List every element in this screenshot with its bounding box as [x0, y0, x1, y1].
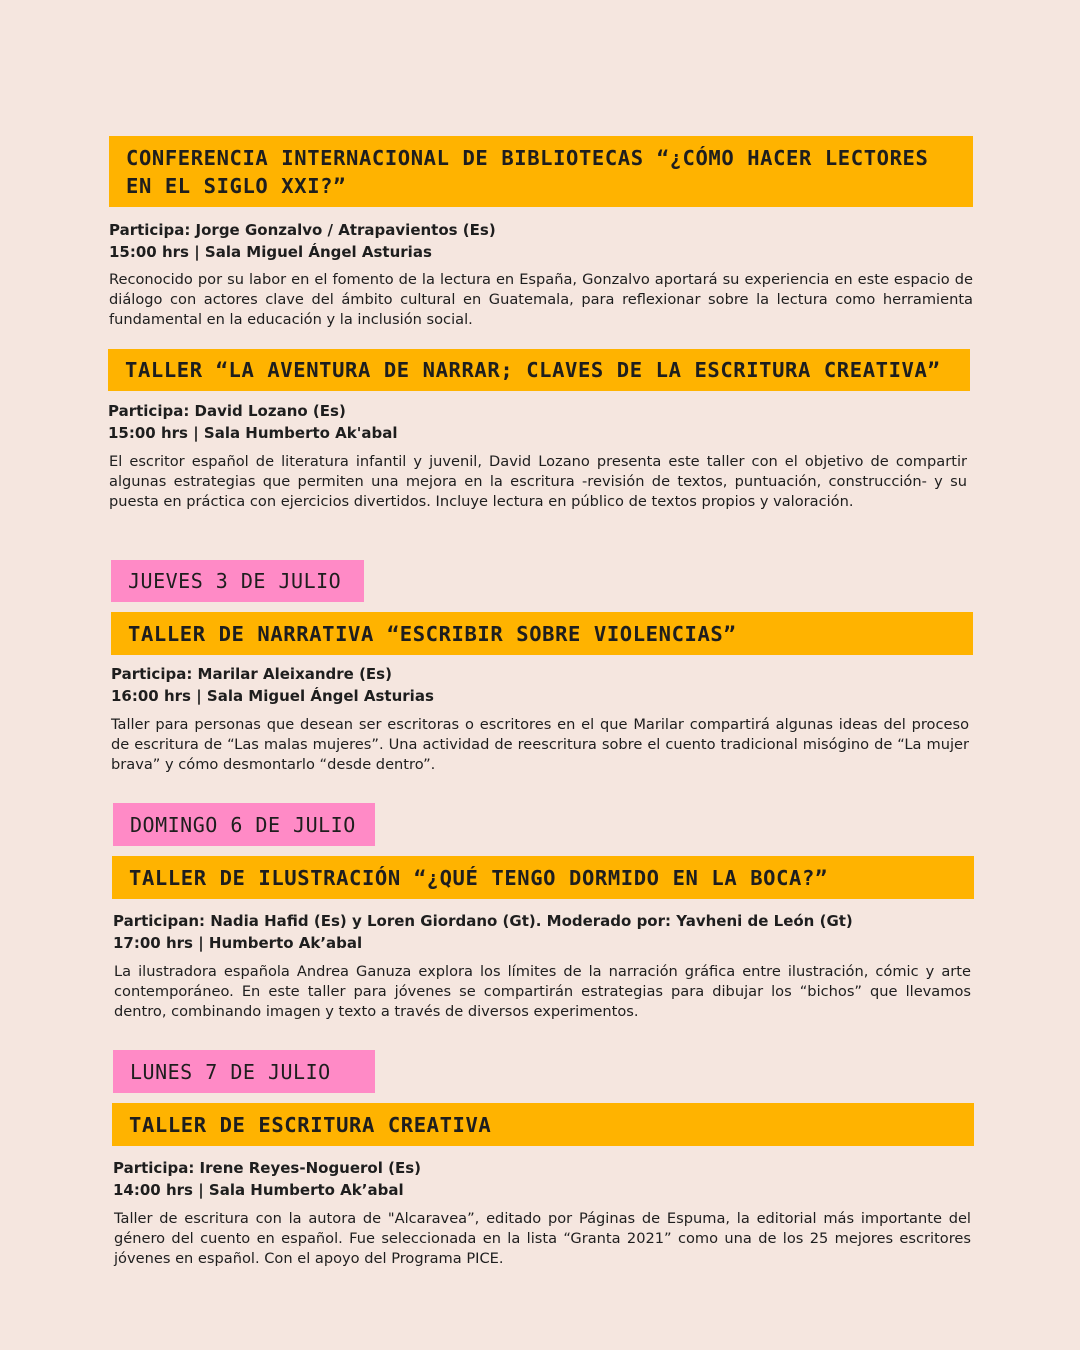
event-time: 16:00 hrs | Sala Miguel Ángel Asturias: [111, 687, 434, 705]
event-title: TALLER “LA AVENTURA DE NARRAR; CLAVES DE LA ESCRITURA CREATIVA”: [125, 358, 941, 382]
event-title-banner: [108, 349, 970, 391]
event-description: El escritor español de literatura infantil y juvenil, David Lozano presenta este taller con el objetivo de compartir algunas estrategias que permiten una mejora en la escritura -revisión de textos, puntuación, construcción- y su puesta en práctica con ejercicios divertidos. Incluye lectura en público de textos propios y valoración.: [109, 453, 967, 510]
event-title: TALLER DE ESCRITURA CREATIVA: [129, 1112, 492, 1137]
event-title-banner: [112, 1103, 974, 1146]
event-title-banner: [111, 612, 973, 655]
day-label-text: JUEVES 3 DE JULIO: [128, 569, 342, 593]
event-description: La ilustradora española Andrea Ganuza explora los límites de la narración gráfica entre ilustración, cómic y arte contemporáneo. En este taller para jóvenes se compartirán estrategias para dibujar los “bichos” que llevamos dentro, combinando imagen y texto a través de diversos experimentos.: [114, 963, 971, 1020]
event-title: CONFERENCIA INTERNACIONAL DE BIBLIOTECAS “¿CÓMO HACER LECTORES EN EL SIGLO XXI?”: [126, 145, 929, 198]
event-meta: [113, 1157, 975, 1201]
event-meta: [109, 219, 973, 263]
event-participants: Participa: Jorge Gonzalvo / Atrapavientos (Es): [109, 221, 496, 239]
event-description: Taller de escritura con la autora de "Alcaravea”, editado por Páginas de Espuma, la editorial más importante del género del cuento en español. Fue seleccionada en la lista “Granta 2021” como una de los 25 mejores escritores jóvenes en español. Con el apoyo del Programa PICE.: [114, 1210, 971, 1267]
event-participants: Participan: Nadia Hafid (Es) y Loren Giordano (Gt). Moderado por: Yavheni de León (Gt): [113, 912, 853, 930]
event-time: 17:00 hrs | Humberto Ak’abal: [113, 934, 363, 952]
event-meta: [113, 910, 975, 954]
event-participants: Participa: Irene Reyes-Noguerol (Es): [113, 1159, 421, 1177]
day-label-text: DOMINGO 6 DE JULIO: [130, 812, 356, 837]
day-label: [113, 1050, 375, 1093]
event-description: Reconocido por su labor en el fomento de la lectura en España, Gonzalvo aportará su experiencia en este espacio de diálogo con actores clave del ámbito cultural en Guatemala, para reflexionar sobre la lectura como herramienta fundamental en la educación y la inclusión social.: [109, 271, 973, 328]
event-participants: Participa: Marilar Aleixandre (Es): [111, 665, 392, 683]
day-label-text: LUNES 7 DE JULIO: [130, 1059, 331, 1084]
day-label: [113, 803, 375, 846]
event-meta: [108, 400, 970, 444]
event-title-banner: [112, 856, 974, 899]
event-title-banner: [109, 136, 973, 207]
event-meta: [111, 663, 973, 707]
event-description: Taller para personas que desean ser escritoras o escritores en el que Marilar compartirá algunas ideas del proceso de escritura de “Las malas mujeres”. Una actividad de reescritura sobre el cuento tradicional misógino de “La mujer brava” y cómo desmontarlo “desde dentro”.: [111, 716, 969, 773]
event-participants: Participa: David Lozano (Es): [108, 402, 346, 420]
event-title: TALLER DE ILUSTRACIÓN “¿QUÉ TENGO DORMIDO EN LA BOCA?”: [129, 865, 828, 890]
day-label: [111, 560, 364, 602]
event-time: 15:00 hrs | Sala Humberto Ak'abal: [108, 424, 398, 442]
event-title: TALLER DE NARRATIVA “ESCRIBIR SOBRE VIOLENCIAS”: [128, 621, 737, 646]
event-time: 14:00 hrs | Sala Humberto Ak’abal: [113, 1181, 404, 1199]
event-time: 15:00 hrs | Sala Miguel Ángel Asturias: [109, 243, 432, 261]
